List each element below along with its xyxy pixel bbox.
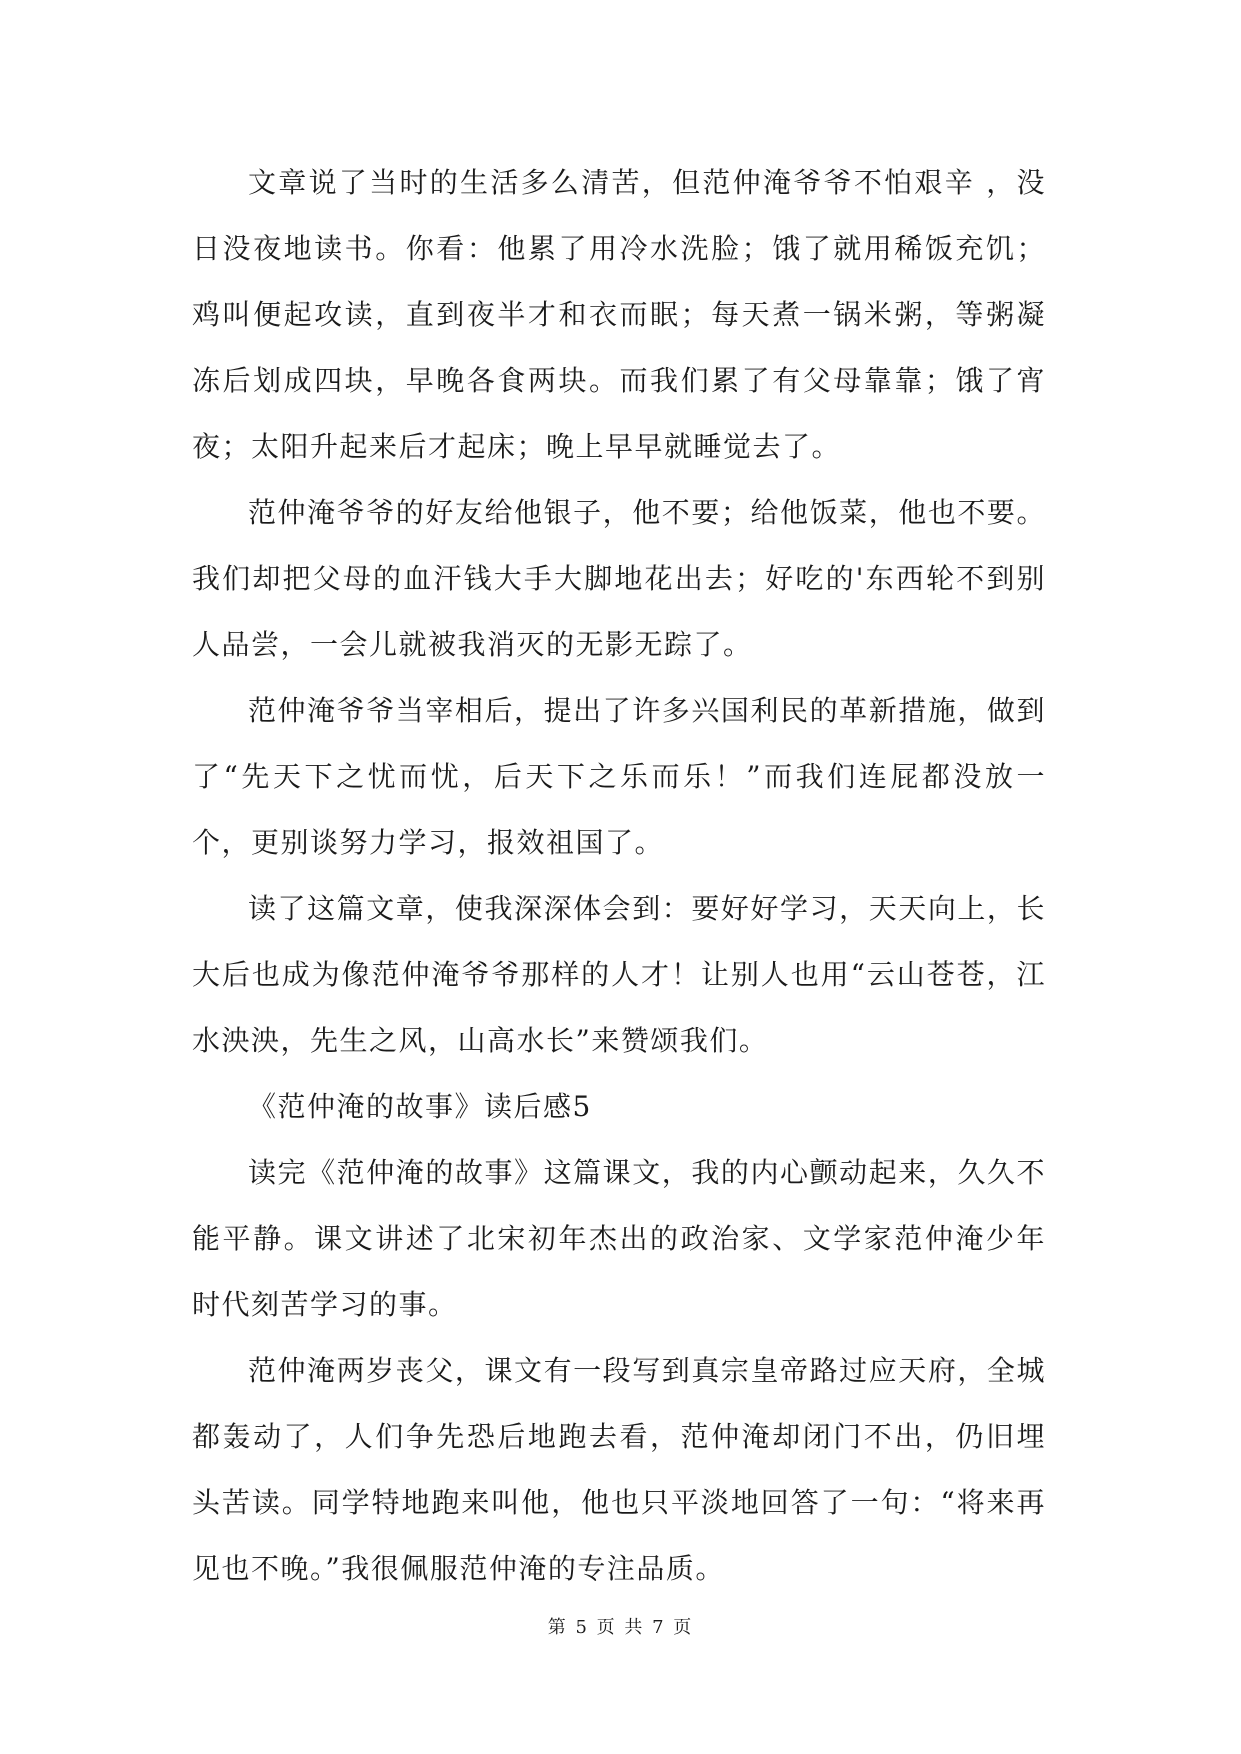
- paragraph-6: 范仲淹两岁丧父，课文有一段写到真宗皇帝路过应天府，全城都轰动了，人们争先恐后地跑去看，范仲淹却闭门不出，仍旧埋头苦读。同学特地跑来叫他，他也只平淡地回答了一句：“将来再见也不晚。”我很佩服范仲淹的专注品质。: [192, 1354, 1046, 1585]
- paragraph-1: 文章说了当时的生活多么清苦，但范仲淹爷爷不怕艰辛 ，没日没夜地读书。你看：他累了用冷水洗脸；饿了就用稀饭充饥；鸡叫便起攻读，直到夜半才和衣而眠；每天煮一锅米粥，等粥凝冻后划成四块，早晚各食两块。而我们累了有父母靠靠；饿了宵夜；太阳升起来后才起床；晚上早早就睡觉去了。: [192, 166, 1046, 463]
- paragraph-4: 读了这篇文章，使我深深体会到：要好好学习，天天向上，长大后也成为像范仲淹爷爷那样的人才！让别人也用“云山苍苍，江水泱泱，先生之风，山高水长”来赞颂我们。: [192, 892, 1046, 1057]
- page-number-footer: 第 5 页 共 7 页: [547, 1617, 694, 1638]
- paragraph-3: 范仲淹爷爷当宰相后，提出了许多兴国利民的革新措施，做到了“先天下之忧而忧，后天下之乐而乐！”而我们连屁都没放一个，更别谈努力学习，报效祖国了。: [192, 694, 1046, 859]
- section-heading: 《范仲淹的故事》读后感5: [248, 1090, 592, 1123]
- paragraph-2: 范仲淹爷爷的好友给他银子，他不要；给他饭菜，他也不要。我们却把父母的血汗钱大手大脚地花出去；好吃的'东西轮不到别人品尝，一会儿就被我消灭的无影无踪了。: [192, 496, 1046, 661]
- document-body: [192, 150, 1046, 1602]
- paragraph-5: 读完《范仲淹的故事》这篇课文，我的内心颤动起来，久久不能平静。课文讲述了北宋初年杰出的政治家、文学家范仲淹少年时代刻苦学习的事。: [192, 1156, 1046, 1321]
